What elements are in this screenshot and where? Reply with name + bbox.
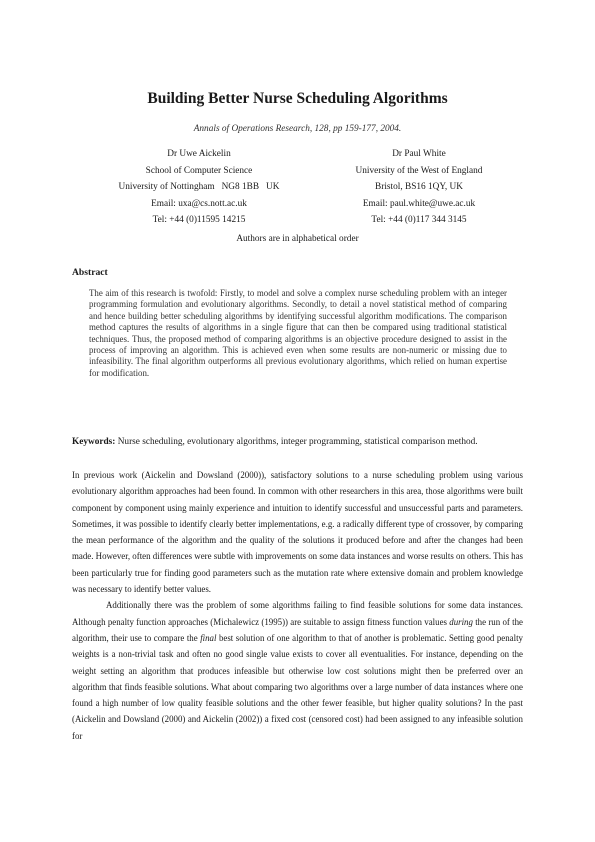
author-address: Bristol, BS16 1QY, UK xyxy=(375,182,463,192)
emphasis-final: final xyxy=(200,632,217,643)
journal-citation: Annals of Operations Research, 128, pp 159-177, 2004. xyxy=(193,124,402,134)
author-email: Email: uxa@cs.nott.ac.uk xyxy=(151,198,247,209)
abstract-heading: Abstract xyxy=(72,267,108,278)
author-address: University of Nottingham NG8 1BB UK xyxy=(118,182,280,192)
author-name: Dr Uwe Aickelin xyxy=(167,149,231,159)
paper-title: Building Better Nurse Scheduling Algorithms xyxy=(147,90,448,107)
body-paragraph-2 xyxy=(72,597,523,744)
author-block-white xyxy=(304,146,534,229)
author-tel: Tel: +44 (0)11595 14215 xyxy=(152,215,246,225)
body-text xyxy=(72,467,523,744)
author-affiliation: University of the West of England xyxy=(355,165,483,176)
keywords-line xyxy=(72,437,527,447)
keywords-label: Keywords: xyxy=(72,437,116,447)
emphasis-during: during xyxy=(449,616,473,627)
abstract-text: The aim of this research is twofold: Firstly, to model and solve a complex nurse scheduling problem with an integer programming formulation and evolutionary algorithms. Secondly, to detail a novel statistical method of comparing and hence building better scheduling algorithms by identifying successful algorithm modifications. The comparison method captures the results of algorithms in a single figure that can then be compared using traditional statistical techniques. Thus, the proposed method of comparing algorithms is an objective procedure designed to assist in the process of improving an algorithm. This is achieved even when some results are non-numeric or missing due to infeasibility. The final algorithm outperforms all previous evolutionary algorithms, which relied on human expertise for modification. xyxy=(89,288,507,378)
paragraph-2-part-1: Additionally there was the problem of some algorithms failing to find feasible solutions for some data instances. Although penalty function approaches (Michalewicz (1995)) are suitable to assign fitness function values xyxy=(72,600,523,627)
author-name: Dr Paul White xyxy=(392,149,446,159)
author-tel: Tel: +44 (0)117 344 3145 xyxy=(371,215,467,225)
author-affiliation: School of Computer Science xyxy=(145,165,253,176)
body-paragraph-1: In previous work (Aickelin and Dowsland (2000)), satisfactory solutions to a nurse scheduling problem using various evolutionary algorithm approaches had been found. In common with other researchers in this area, those algorithms were built component by component using mainly experience and intuition to identify successful and unsuccessful parts and parameters. Sometimes, it was possible to identify clearly better implementations, e.g. a radically different type of crossover, by comparing the mean performance of the algorithm and the quality of the solutions it produced before and after the changes had been made. However, often differences were subtle with improvements on some data instances and worse results on others. This has been particularly true for finding good parameters such as the mutation rate where extensive domain and problem knowledge was necessary to identify better values. xyxy=(72,470,523,595)
paragraph-2-part-3: best solution of one algorithm to that of another is problematic. Setting good penalty weights is a non-trivial task and often no good single value exists to cover all eventualities. For instance, depending on the weight setting an algorithm that produces infeasible but otherwise low cost solutions might then be preferred over an algorithm that finds feasible solutions. What about comparing two algorithms over a large number of data instances where one found a high number of low quality feasible solutions and the other fewer feasible, but higher quality solutions? In the past (Aickelin and Dowsland (2000) and Aickelin (2002)) a fixed cost (censored cost) had been assigned to any infeasible solution for xyxy=(72,632,523,741)
author-block-aickelin xyxy=(84,146,314,229)
paragraph-2-part-2: the run of the algorithm, their use to compare the xyxy=(72,616,523,643)
author-email: Email: paul.white@uwe.ac.uk xyxy=(362,198,476,209)
author-order-note: Authors are in alphabetical order xyxy=(236,234,359,244)
keywords-list: Nurse scheduling, evolutionary algorithms, integer programming, statistical comparison method. xyxy=(115,437,478,447)
